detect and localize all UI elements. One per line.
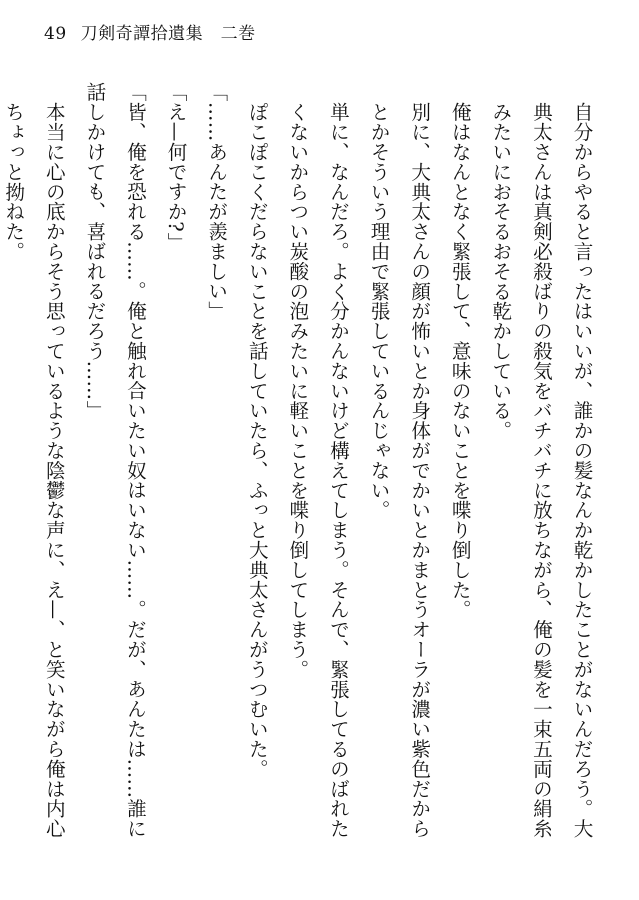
book-title: 刀剣奇譚拾遺集 二巻 xyxy=(80,24,256,44)
page-number: 49 xyxy=(44,24,67,44)
paragraph-5: ぽこぽこくだらないことを話していたら、ふっと大典太さんがうつむいた。 xyxy=(245,101,269,779)
dialogue-2: 「え—何ですか?」 xyxy=(164,82,188,252)
dialogue-1: 「……あんたが羨ましい」 xyxy=(204,82,228,321)
vertical-body-text xyxy=(1,82,601,842)
paragraph-3: 別に、大典太さんの顔が怖いとか身体がでかいとかまとうオーラが濃い紫色だからとかそういう理由で緊張しているんじゃない。 xyxy=(367,101,431,838)
paragraph-1: 自分からやると言ったはいいが、誰かの髪なんか乾かしたことがないんだろう。大典太さんは真剣必殺ばりの殺気をバチバチに放ちながら、俺の髪を一束五両の絹糸みたいにおそるおそる乾かしている。 xyxy=(488,101,593,838)
running-header xyxy=(44,24,256,44)
dialogue-3: 「皆、俺を恐れる……。俺と触れ合いたい奴はいない……。だが、あんたは……誰に話しかけても、喜ばれるだろう……」 xyxy=(82,82,147,839)
paragraph-4: 単に、なんだろ。よく分かんないけど構えてしまう。そんで、緊張してるのばれたくないからつい炭酸の泡みたいに軽いことを喋り倒してしまう。 xyxy=(285,101,350,838)
paragraph-6: 本当に心の底からそう思っているような陰鬱な声に、え—、と笑いながら俺は内心ちょっと拗ねた。 xyxy=(1,101,66,838)
paragraph-2: 俺はなんとなく緊張して、意味のないことを喋り倒した。 xyxy=(448,101,472,619)
